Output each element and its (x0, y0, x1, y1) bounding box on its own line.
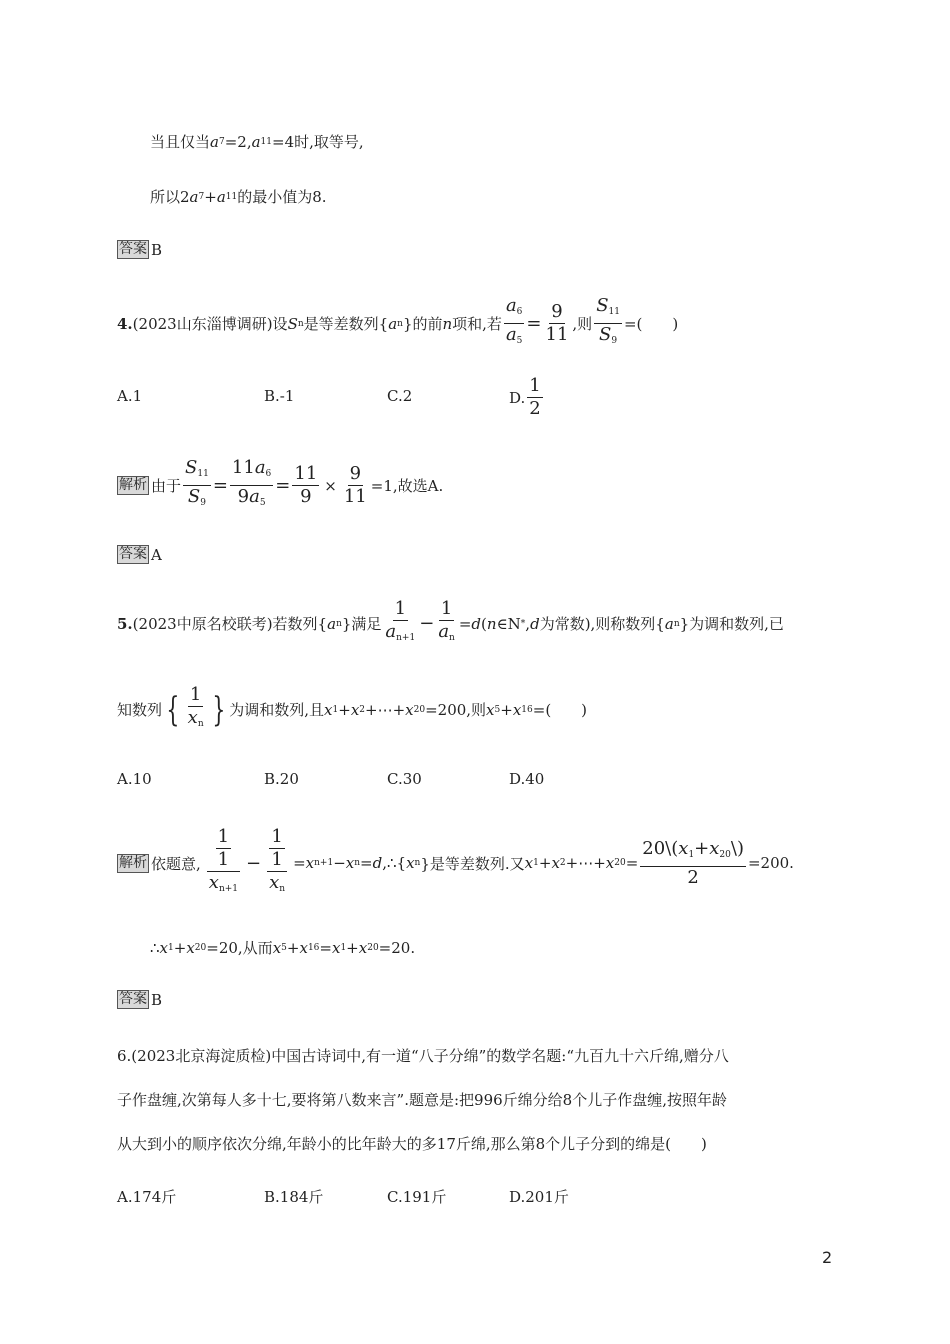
text: ,∴{ (382, 854, 407, 872)
q5-option-d (509, 770, 544, 788)
answer-value: A (151, 545, 162, 564)
q5-option-a (117, 770, 152, 788)
text: \) (730, 837, 744, 859)
q6-option-c (387, 1186, 446, 1207)
answer-tag: 答案 (119, 241, 147, 257)
text: 的最小值为8. (237, 188, 327, 206)
text: − (333, 854, 346, 872)
subscript: 5 (259, 498, 266, 508)
q4-option-c (387, 387, 412, 405)
var-a: a (254, 457, 266, 478)
text: =200. (747, 854, 794, 872)
option-text: D. (509, 388, 526, 407)
text: =20,从而 (206, 939, 273, 957)
var-a: a (189, 187, 199, 206)
option-text: D.40 (509, 770, 545, 788)
var-s: S (287, 314, 298, 333)
minus-sign: − (246, 852, 262, 874)
text: 所以2 (150, 188, 190, 206)
var-d: d (530, 614, 540, 633)
q6-stem-line1 (117, 1045, 729, 1066)
complex-fraction-2 (263, 826, 291, 900)
q5-stem-line1 (117, 598, 784, 649)
subscript: 2 (359, 704, 366, 715)
var-x: x (269, 872, 280, 893)
text: 从大到小的顺序依次分绵,年龄小的比年龄大的多17斤绵,那么第8个儿子分到的绵是( ) (117, 1135, 707, 1153)
option-text: C.191斤 (387, 1188, 447, 1206)
q4-option-b (264, 387, 294, 405)
var-x: x (159, 938, 169, 957)
var-d: d (471, 614, 482, 633)
text: 项和,若 (452, 315, 502, 333)
subscript: 1 (688, 849, 695, 860)
var-x: x (208, 872, 219, 893)
subscript: 5 (281, 942, 287, 953)
var-s: S (596, 295, 609, 316)
page-number: 2 (822, 1248, 833, 1267)
text: }是等差数列.又 (420, 854, 525, 873)
text: ,则 (572, 315, 593, 333)
question-number: 5. (117, 614, 133, 633)
q6-option-a (117, 1186, 176, 1207)
subscript: 1 (168, 942, 174, 953)
q5-analysis-line2 (150, 937, 415, 958)
text: + (286, 938, 300, 957)
right-brace: } (211, 689, 225, 730)
var-a: a (249, 486, 260, 507)
text: 知数列 (117, 701, 163, 719)
complex-fraction-1 (203, 826, 244, 900)
q4-option-a (117, 387, 142, 405)
var-a: a (385, 621, 397, 642)
subscript: 20 (367, 942, 379, 953)
var-a: a (438, 621, 450, 642)
denominator: 9 (300, 486, 312, 507)
text: + (538, 854, 552, 872)
q6-stem-line2 (117, 1089, 727, 1110)
var-x: x (605, 854, 615, 872)
subscript: 16 (307, 942, 320, 953)
text: }为调和数列,已 (679, 615, 784, 633)
text: ( (481, 614, 487, 633)
text: (2023山东淄博调研)设 (132, 315, 288, 333)
var-x: x (272, 938, 282, 957)
text: (2023中原名校联考)若数列{ (132, 615, 328, 633)
text: ∴ (150, 938, 160, 957)
fraction-1-an (436, 598, 457, 649)
numerator: 9 (349, 463, 362, 484)
var-a: a (327, 614, 337, 633)
subscript: 2 (559, 858, 566, 868)
var-d: d (372, 854, 383, 872)
text: 6.(2023北京海淀质检)中国古诗词中,有一道“八子分绵”的数学名题:“九百九十六斤绵,赠分八 (117, 1047, 729, 1065)
numerator: 1 (271, 826, 283, 847)
var-a: a (251, 132, 261, 151)
text: + (500, 700, 513, 719)
text: + (204, 187, 217, 206)
var-a: a (505, 324, 517, 345)
subscript: 20 (719, 849, 731, 860)
var-n: n (486, 614, 497, 633)
q4-analysis (117, 457, 443, 514)
fraction-9-11 (342, 463, 369, 508)
numerator: 1 (267, 849, 287, 872)
subscript: n+1 (314, 858, 334, 868)
equals-sign: = (526, 313, 542, 334)
subscript: n (297, 318, 304, 329)
answer-value: B (151, 990, 163, 1009)
var-x: x (324, 700, 333, 719)
text: 由于 (151, 477, 182, 495)
minus-sign: − (419, 613, 435, 634)
denominator: 11 (343, 486, 367, 507)
text: 是等差数列{ (303, 315, 389, 333)
subscript: 6 (265, 469, 272, 479)
text: }的前 (402, 315, 443, 333)
subscript: 20 (413, 704, 426, 715)
text: + (346, 938, 359, 957)
subscript: 11 (260, 136, 272, 147)
q5-option-b (264, 770, 299, 788)
denominator: 2 (529, 398, 541, 419)
subscript: 5 (516, 336, 523, 346)
subscript: 1 (533, 858, 539, 868)
subscript: n (673, 618, 680, 629)
var-x: x (299, 938, 308, 957)
fraction-1-2 (527, 375, 542, 420)
text: + (694, 837, 710, 859)
subscript: 11 (225, 191, 238, 202)
var-x: x (512, 700, 522, 719)
subscript: 20 (614, 858, 626, 868)
option-text: B.-1 (264, 387, 295, 405)
text: 当且仅当 (150, 133, 211, 151)
var-x: x (406, 854, 415, 872)
q3-answer (117, 240, 162, 259)
subscript: n (336, 618, 342, 629)
subscript: 20 (194, 942, 207, 953)
var-x: x (405, 700, 414, 719)
text: = (625, 854, 639, 872)
inner-fraction (265, 849, 289, 900)
q5-stem-line2 (117, 684, 587, 735)
text: = (293, 854, 306, 872)
q3-equality-line (150, 131, 364, 152)
numerator: 1 (189, 684, 202, 705)
numerator: 1 (440, 598, 453, 619)
option-text: D.201斤 (509, 1188, 569, 1206)
option-text: C.2 (387, 387, 413, 405)
numerator: 11 (294, 463, 318, 484)
subscript: 16 (521, 704, 533, 715)
text: =4时,取等号, (272, 133, 364, 151)
fraction-a6-a5 (504, 295, 524, 352)
var-x: x (187, 707, 198, 728)
option-text: B.20 (264, 770, 299, 788)
text: =200,则 (425, 701, 487, 719)
q4-option-d (509, 375, 545, 420)
var-x: x (350, 700, 360, 719)
sum-fraction (640, 838, 746, 889)
subscript: 9 (200, 498, 206, 508)
fraction-9-11 (544, 301, 571, 346)
var-s: S (187, 486, 201, 507)
subscript: 5 (494, 704, 501, 715)
text: 子作盘缠,次第每人多十七,要将第八数来言”.题意是:把996斤绵分给8个儿子作盘缠,按照年龄 (117, 1091, 727, 1109)
fraction-1-an1 (383, 598, 417, 649)
analysis-tag: 解析 (119, 477, 147, 493)
q5-option-c (387, 770, 422, 788)
var-x: x (678, 837, 689, 859)
answer-value: B (151, 240, 163, 259)
text: =20. (378, 938, 416, 957)
subscript: 1 (340, 942, 347, 953)
analysis-tag: 解析 (119, 854, 147, 871)
denominator: 2 (687, 866, 699, 888)
q4-answer (117, 545, 162, 564)
var-s: S (185, 457, 198, 478)
text: , (525, 614, 531, 633)
option-text: C.30 (387, 770, 422, 788)
question-number: 4. (117, 314, 133, 333)
subscript: 7 (218, 136, 225, 147)
text: 依题意, (151, 854, 201, 873)
subscript: n (197, 719, 204, 729)
subscript: 7 (198, 191, 205, 202)
equals-sign: = (212, 475, 228, 496)
subscript: 11 (608, 307, 620, 317)
option-text: A.10 (117, 770, 152, 788)
text: =( ) (532, 701, 588, 719)
text: = (360, 854, 373, 872)
var-a: a (505, 295, 517, 316)
text: 为调和数列,且 (229, 701, 325, 719)
subscript: n (397, 318, 403, 329)
text: + (338, 700, 351, 719)
var-x: x (305, 854, 315, 872)
subscript: n (449, 633, 455, 643)
text: 20\( (642, 837, 679, 859)
text: 为常数),则称数列{ (539, 615, 665, 633)
option-text: A.174斤 (117, 1188, 177, 1206)
subscript: n (354, 858, 361, 868)
fraction-11a6-9a5 (230, 457, 273, 514)
var-a: a (664, 614, 674, 633)
q6-option-d (509, 1186, 569, 1207)
q3-conclusion-line (150, 186, 327, 207)
var-x: x (524, 854, 534, 872)
numerator: 9 (551, 301, 563, 322)
var-s: S (599, 324, 612, 345)
text: ∈N (496, 614, 521, 633)
text: =( ) (623, 315, 679, 333)
text: }满足 (341, 615, 382, 633)
text: =1,故选A. (370, 477, 444, 495)
numerator: 1 (217, 826, 230, 847)
q5-analysis (117, 826, 794, 900)
answer-tag: 答案 (119, 546, 147, 562)
text: =2, (224, 132, 252, 151)
text: +⋯+ (565, 854, 606, 872)
numerator: 1 (394, 598, 407, 619)
superscript: * (520, 618, 526, 629)
answer-tag: 答案 (119, 991, 147, 1007)
subscript: 1 (332, 704, 339, 715)
subscript: 6 (516, 307, 523, 317)
denominator: 11 (545, 324, 569, 345)
subscript: n (414, 858, 421, 868)
var-x: x (345, 854, 355, 872)
text: = (319, 938, 332, 957)
q4-stem (117, 295, 678, 352)
fraction-s11-s9 (183, 457, 211, 514)
var-x: x (358, 938, 368, 957)
text: +⋯+ (365, 700, 406, 719)
coefficient: 11 (231, 457, 255, 478)
subscript: n+1 (396, 633, 416, 643)
q5-answer (117, 990, 162, 1009)
var-x: x (709, 837, 720, 859)
numerator: 1 (529, 375, 541, 396)
var-x: x (551, 854, 560, 872)
subscript: 9 (611, 336, 618, 346)
var-a: a (210, 132, 219, 151)
subscript: 11 (197, 469, 209, 479)
fraction-1-xn (186, 684, 206, 735)
times-sign: × (324, 476, 337, 495)
subscript: n+1 (218, 884, 239, 894)
option-text: B.184斤 (264, 1188, 324, 1206)
numerator: 1 (207, 849, 240, 872)
text: + (173, 938, 187, 957)
inner-fraction (205, 849, 242, 900)
var-x: x (186, 938, 195, 957)
equals-sign: = (275, 475, 291, 496)
var-a: a (388, 314, 398, 333)
subscript: n (279, 884, 286, 894)
text: = (458, 614, 472, 633)
var-a: a (216, 187, 226, 206)
var-x: x (486, 700, 495, 719)
fraction-s11-s9 (594, 295, 622, 352)
left-brace: { (166, 689, 180, 730)
q6-option-b (264, 1186, 323, 1207)
q6-stem-line3 (117, 1133, 707, 1154)
var-n: n (442, 314, 453, 333)
coefficient: 9 (237, 486, 250, 507)
option-text: A.1 (117, 387, 143, 405)
var-x: x (331, 938, 341, 957)
fraction-11-9 (292, 463, 319, 508)
